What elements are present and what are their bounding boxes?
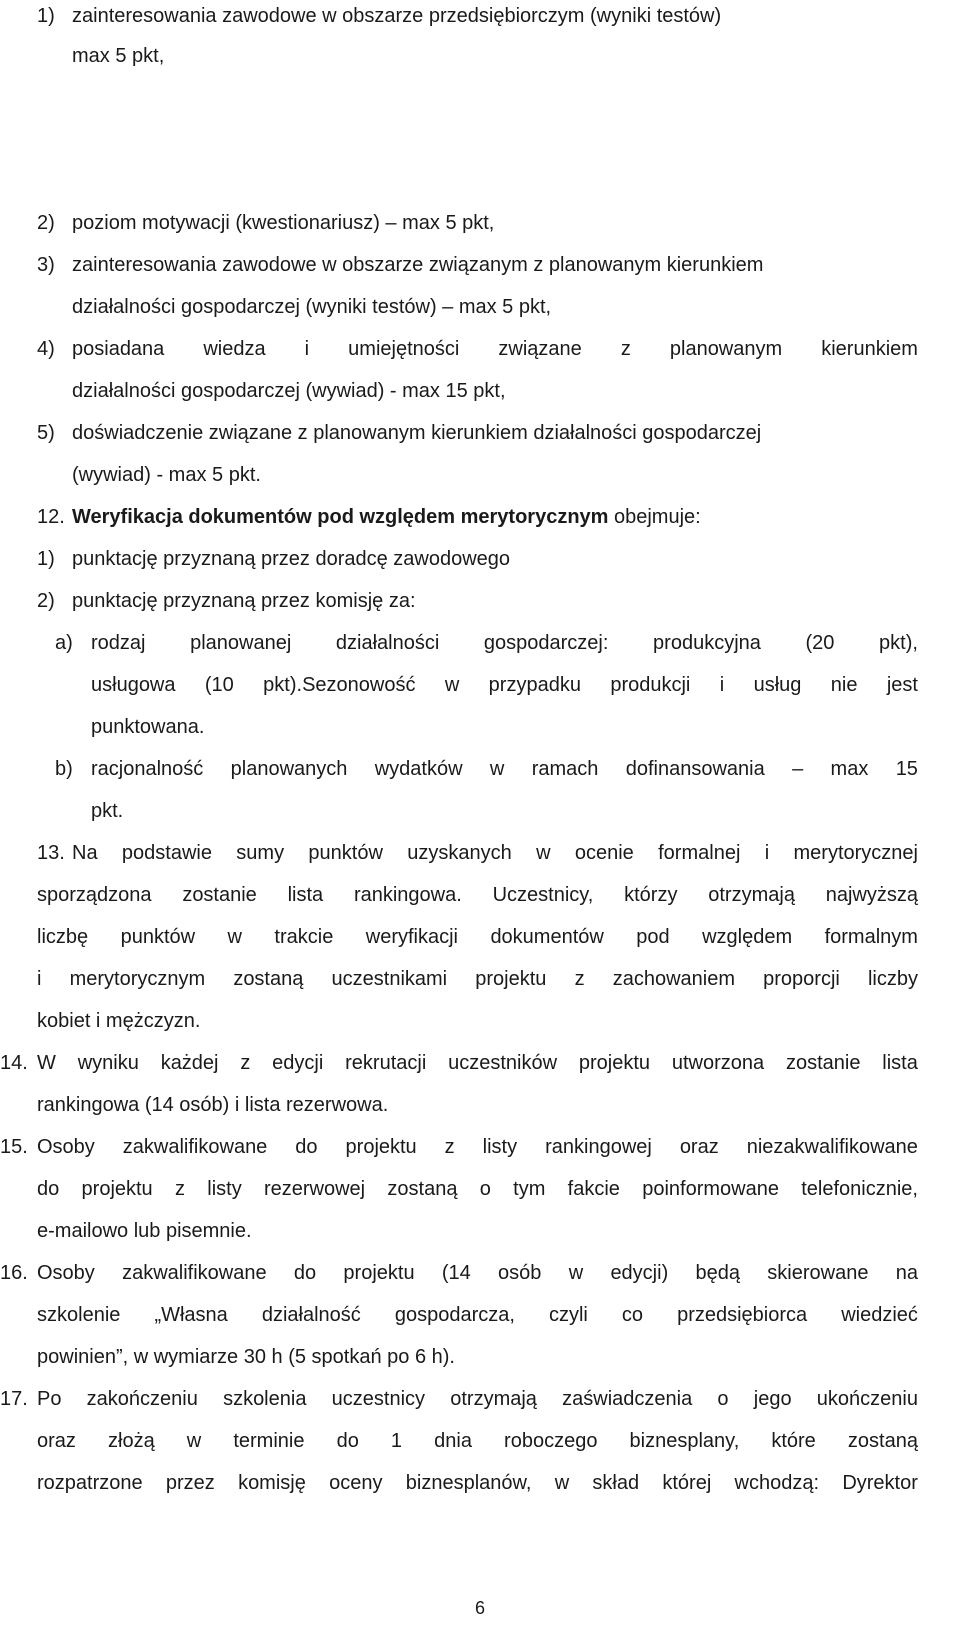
- word: produkcyjna: [653, 632, 761, 654]
- word: Po: [37, 1388, 62, 1410]
- paragraph-13-line-1: [72, 841, 918, 865]
- list-item-4-line-2: działalności gospodarczej (wywiad) - max 15 pkt,: [72, 380, 506, 402]
- word: punktów: [308, 842, 383, 864]
- paragraph-15-line-2: [37, 1177, 918, 1201]
- paragraph-13-line-3: [37, 925, 918, 949]
- word: zostaną: [847, 1430, 918, 1452]
- word: terminie: [233, 1430, 305, 1452]
- word: rankingowej: [545, 1136, 652, 1158]
- paragraph-15-line-3: e-mailowo lub pisemnie.: [37, 1220, 252, 1242]
- list-item-3-line-2: działalności gospodarczej (wyniki testów) – max 5 pkt,: [72, 296, 552, 318]
- word: umiejętności: [348, 338, 460, 360]
- word: z: [240, 1052, 251, 1074]
- word: 15: [895, 758, 918, 780]
- list-item-3-number: 3): [37, 254, 55, 276]
- word: do: [293, 1262, 317, 1284]
- sub-item-b-line-1: [91, 757, 918, 781]
- paragraph-14-number: 14.: [0, 1052, 28, 1074]
- sub-item-1-number: 1): [37, 548, 55, 570]
- word: rozpatrzone: [37, 1472, 143, 1494]
- word: zakwalifikowane: [122, 1136, 268, 1158]
- word: oraz: [679, 1136, 719, 1158]
- word: zostanie: [785, 1052, 861, 1074]
- word: planowanych: [230, 758, 348, 780]
- word: niezakwalifikowane: [746, 1136, 918, 1158]
- word: gospodarczej:: [483, 632, 609, 654]
- page-number: 6: [474, 1598, 485, 1618]
- paragraph-14-line-2: rankingowa (14 osób) i lista rezerwowa.: [37, 1094, 389, 1116]
- word: edycji): [610, 1262, 669, 1284]
- word: utworzona: [671, 1052, 765, 1074]
- word: co: [621, 1304, 644, 1326]
- word: wyniku: [77, 1052, 139, 1074]
- paragraph-15-number: 15.: [0, 1136, 28, 1158]
- word: Na: [72, 842, 98, 864]
- sub-item-a-line-3: punktowana.: [91, 716, 205, 738]
- list-item-3-line-1: zainteresowania zawodowe w obszarze związanym z planowanym kierunkiem: [72, 254, 764, 276]
- word: w: [444, 674, 460, 696]
- word: względem: [702, 926, 793, 948]
- word: i: [764, 842, 770, 864]
- word: uczestników: [448, 1052, 558, 1074]
- word: w: [554, 1472, 570, 1494]
- word: zakwalifikowane: [122, 1262, 267, 1284]
- word: racjonalność: [91, 758, 204, 780]
- word: pkt),: [879, 632, 918, 654]
- word: działalność: [261, 1304, 361, 1326]
- word: roboczego: [504, 1430, 598, 1452]
- word: i: [304, 338, 310, 360]
- word: będą: [695, 1262, 741, 1284]
- word: punktów: [120, 926, 196, 948]
- word: zakończeniu: [86, 1388, 198, 1410]
- word: ramach: [531, 758, 599, 780]
- word: w: [186, 1430, 202, 1452]
- word: poinformowane: [642, 1178, 779, 1200]
- list-item-5-number: 5): [37, 422, 55, 444]
- word: Uczestnicy,: [492, 884, 594, 906]
- sub-item-2-text: punktację przyznaną przez komisję za:: [72, 590, 416, 612]
- paragraph-12-number: 12.: [37, 506, 65, 528]
- word: której: [662, 1472, 712, 1494]
- word: w: [227, 926, 242, 948]
- word: telefonicznie,: [801, 1178, 918, 1200]
- word: wiedzieć: [841, 1304, 918, 1326]
- word: max: [830, 758, 869, 780]
- list-item-1-line-2: max 5 pkt,: [72, 45, 165, 67]
- word: złożą: [108, 1430, 155, 1452]
- word: działalności: [335, 632, 440, 654]
- word: trakcie: [274, 926, 334, 948]
- word: uczestnicy: [331, 1388, 426, 1410]
- word: projektu: [81, 1178, 153, 1200]
- list-item-1-line-1: zainteresowania zawodowe w obszarze przedsiębiorczym (wyniki testów): [72, 5, 722, 27]
- word: czyli: [548, 1304, 588, 1326]
- word: oraz: [37, 1430, 76, 1452]
- list-item-2-line-1: poziom motywacji (kwestionariusz) – max 5 pkt,: [72, 212, 495, 234]
- word: i: [37, 968, 42, 990]
- word: w: [568, 1262, 584, 1284]
- word: do: [336, 1430, 359, 1452]
- word: ocenie: [574, 842, 634, 864]
- word: związane: [498, 338, 582, 360]
- word: –: [792, 758, 804, 780]
- sub-item-b-letter: b): [55, 758, 73, 780]
- word: dofinansowania: [625, 758, 765, 780]
- word: rodzaj: [91, 632, 146, 654]
- word: biznesplany,: [629, 1430, 740, 1452]
- word: i: [719, 674, 725, 696]
- word: komisję: [238, 1472, 306, 1494]
- sub-item-1-text: punktację przyznaną przez doradcę zawodowego: [72, 548, 511, 570]
- word: w: [536, 842, 551, 864]
- word: z: [444, 1136, 455, 1158]
- word: szkolenie: [37, 1304, 121, 1326]
- list-item-5-line-2: (wywiad) - max 5 pkt.: [72, 464, 261, 486]
- list-item-2-number: 2): [37, 212, 55, 234]
- word: ukończeniu: [816, 1388, 918, 1410]
- word: planowanej: [190, 632, 292, 654]
- word: najwyższą: [825, 884, 918, 906]
- paragraph-16-line-1: [37, 1261, 918, 1285]
- word: gospodarcza,: [394, 1304, 515, 1326]
- word: które: [771, 1430, 816, 1452]
- word: zostaną: [233, 968, 304, 990]
- word: pkt).Sezonowość: [263, 674, 416, 696]
- word: do: [295, 1136, 318, 1158]
- paragraph-17-number: 17.: [0, 1388, 28, 1410]
- word: planowanym: [669, 338, 783, 360]
- paragraph-16-number: 16.: [0, 1262, 28, 1284]
- word: zostanie: [182, 884, 257, 906]
- word: listy: [482, 1136, 518, 1158]
- word: (14: [441, 1262, 471, 1284]
- word: formalnym: [824, 926, 918, 948]
- word: Dyrektor: [842, 1472, 918, 1494]
- paragraph-17-line-2: [37, 1429, 918, 1453]
- word: skierowane: [767, 1262, 869, 1284]
- paragraph-16-line-2: [37, 1303, 918, 1327]
- paragraph-17-line-1: [37, 1387, 918, 1411]
- word: posiadana: [72, 338, 165, 360]
- word: edycji: [272, 1052, 324, 1074]
- paragraph-12-bold-text: Weryfikacja dokumentów pod względem merytorycznym: [72, 506, 609, 528]
- paragraph-12-heading: [72, 505, 701, 529]
- word: dokumentów: [490, 926, 604, 948]
- word: Osoby: [37, 1136, 95, 1158]
- word: na: [895, 1262, 918, 1284]
- sub-item-a-line-2: [91, 673, 918, 697]
- word: lista: [287, 884, 324, 906]
- sub-item-b-line-2: pkt.: [91, 800, 124, 822]
- word: oceny: [329, 1472, 383, 1494]
- word: szkolenia: [223, 1388, 307, 1410]
- word: w: [489, 758, 505, 780]
- word: uczestnikami: [331, 968, 448, 990]
- word: 1: [390, 1430, 403, 1452]
- word: zachowaniem: [612, 968, 735, 990]
- word: W: [37, 1052, 56, 1074]
- list-item-4-line-1: [72, 337, 918, 361]
- word: otrzymają: [708, 884, 795, 906]
- word: lista: [882, 1052, 918, 1074]
- word: o: [717, 1388, 729, 1410]
- word: liczbę: [37, 926, 89, 948]
- sub-item-2-number: 2): [37, 590, 55, 612]
- word: wydatków: [374, 758, 463, 780]
- word: podstawie: [121, 842, 212, 864]
- sub-item-a-letter: a): [55, 632, 73, 654]
- word: przypadku: [488, 674, 581, 696]
- word: tym: [513, 1178, 546, 1200]
- word: do: [37, 1178, 60, 1200]
- word: produkcji: [610, 674, 691, 696]
- word: pod: [636, 926, 670, 948]
- word: Osoby: [37, 1262, 95, 1284]
- word: „Własna: [154, 1304, 228, 1326]
- paragraph-13-line-4: [37, 967, 918, 991]
- word: proporcji: [763, 968, 840, 990]
- word: o: [479, 1178, 491, 1200]
- list-item-4-number: 4): [37, 338, 55, 360]
- word: przedsiębiorca: [677, 1304, 808, 1326]
- word: merytorycznej: [793, 842, 918, 864]
- word: usługowa: [91, 674, 176, 696]
- word: projektu: [345, 1136, 417, 1158]
- list-item-1-number: 1): [37, 5, 55, 27]
- word: listy: [207, 1178, 242, 1200]
- word: kierunkiem: [821, 338, 918, 360]
- word: zostaną: [387, 1178, 458, 1200]
- word: rankingowa.: [353, 884, 462, 906]
- word: (10: [204, 674, 234, 696]
- paragraph-13-number: 13.: [37, 842, 65, 864]
- word: z: [174, 1178, 185, 1200]
- word: biznesplanów,: [405, 1472, 532, 1494]
- word: jest: [886, 674, 918, 696]
- word: projektu: [475, 968, 547, 990]
- word: uzyskanych: [407, 842, 512, 864]
- word: przez: [165, 1472, 215, 1494]
- paragraph-14-line-1: [37, 1051, 918, 1075]
- word: którzy: [624, 884, 678, 906]
- word: weryfikacji: [365, 926, 458, 948]
- word: sporządzona: [37, 884, 152, 906]
- word: fakcie: [567, 1178, 620, 1200]
- paragraph-13-line-5: kobiet i mężczyzn.: [37, 1010, 201, 1032]
- word: rekrutacji: [345, 1052, 427, 1074]
- word: rezerwowej: [263, 1178, 366, 1200]
- word: osób: [498, 1262, 542, 1284]
- word: (20: [805, 632, 835, 654]
- word: projektu: [578, 1052, 651, 1074]
- paragraph-17-line-3: [37, 1471, 918, 1495]
- word: formalnej: [658, 842, 741, 864]
- word: zaświadczenia: [562, 1388, 693, 1410]
- paragraph-16-line-3: powinien”, w wymiarze 30 h (5 spotkań po 6 h).: [37, 1346, 455, 1368]
- paragraph-15-line-1: [37, 1135, 918, 1159]
- word: jego: [753, 1388, 792, 1410]
- word: liczby: [867, 968, 918, 990]
- word: z: [620, 338, 631, 360]
- word: dnia: [434, 1430, 472, 1452]
- word: wchodzą:: [734, 1472, 820, 1494]
- word: z: [574, 968, 585, 990]
- list-item-5-line-1: doświadczenie związane z planowanym kierunkiem działalności gospodarczej: [72, 422, 762, 444]
- word: sumy: [236, 842, 285, 864]
- word: skład: [592, 1472, 640, 1494]
- paragraph-13-line-2: [37, 883, 918, 907]
- paragraph-12-rest-text: obejmuje:: [608, 506, 701, 528]
- word: każdej: [160, 1052, 219, 1074]
- word: usług: [753, 674, 802, 696]
- word: merytorycznym: [69, 968, 206, 990]
- sub-item-a-line-1: [91, 631, 918, 655]
- word: wiedza: [203, 338, 266, 360]
- word: nie: [830, 674, 858, 696]
- word: projektu: [343, 1262, 415, 1284]
- word: otrzymają: [450, 1388, 537, 1410]
